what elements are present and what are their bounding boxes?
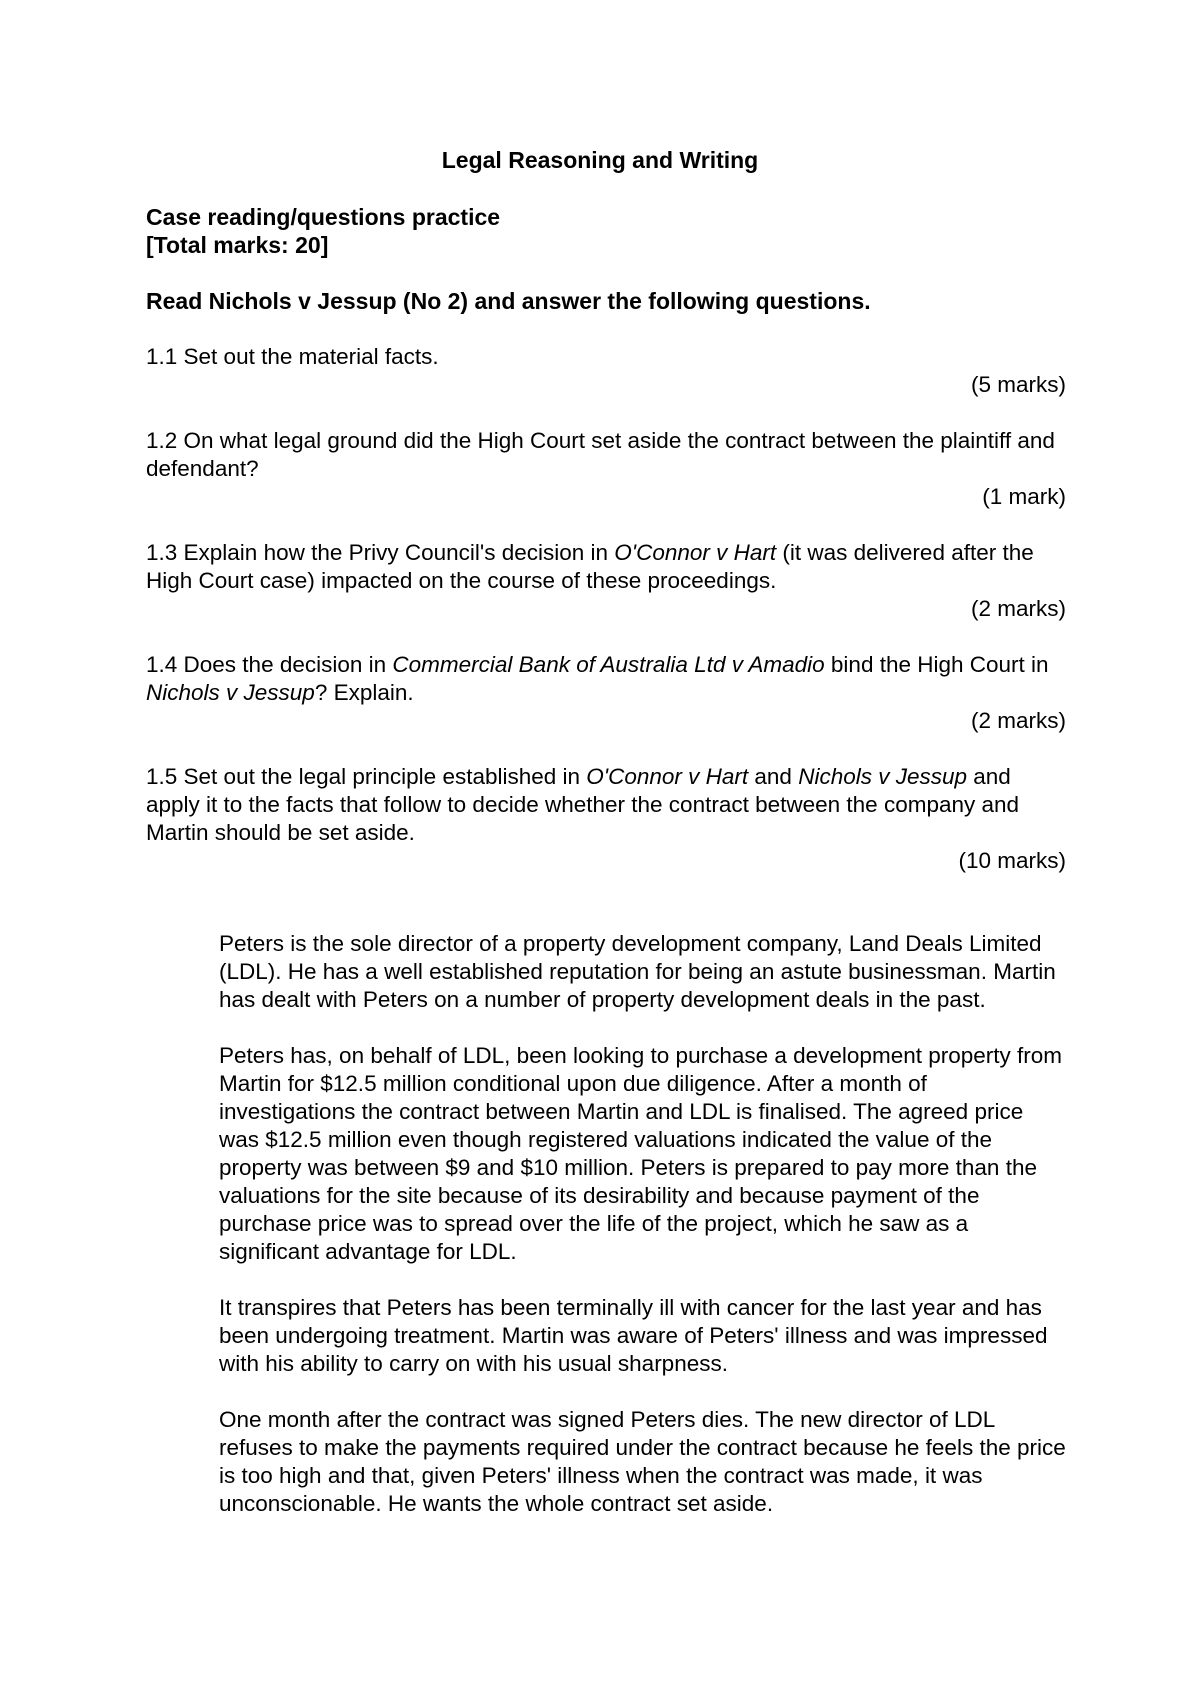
case-name: Nichols v Jessup <box>146 680 315 705</box>
question-1-4 <box>146 651 1066 735</box>
total-marks: [Total marks: 20] <box>146 232 329 258</box>
question-text <box>146 651 1066 707</box>
question-marks: (2 marks) <box>971 596 1066 621</box>
case-name: Nichols v Jessup <box>798 764 968 789</box>
question-text: 1.2 On what legal ground did the High Court set aside the contract between the plaintiff and defendant? <box>146 428 1055 481</box>
question-text <box>146 539 1066 595</box>
question-1-5 <box>146 763 1066 875</box>
question-marks: (2 marks) <box>971 708 1066 733</box>
document-title: Legal Reasoning and Writing <box>441 147 759 173</box>
scenario-block <box>219 930 1069 1546</box>
question-marks: (1 mark) <box>982 484 1066 509</box>
case-name: O'Connor v Hart <box>586 764 749 789</box>
scenario-paragraph: It transpires that Peters has been terminally ill with cancer for the last year and has been undergoing treatment. Martin was aware of Peters' illness and was impressed with his ability to carry on with his usual sharpness. <box>219 1295 1048 1376</box>
question-text-part: ? Explain. <box>314 680 414 705</box>
question-1-3 <box>146 539 1066 623</box>
instruction: Read Nichols v Jessup (No 2) and answer the following questions. <box>146 288 871 314</box>
document-subtitle: Case reading/questions practice <box>146 204 501 230</box>
question-1-1 <box>146 343 1066 399</box>
question-text-part: 1.3 Explain how the Privy Council's decision in <box>146 540 615 565</box>
question-text-part: (it was delivered after the High Court case) impacted on the course of these proceedings. <box>146 540 1034 593</box>
case-name: Commercial Bank of Australia Ltd v Amadio <box>392 652 825 677</box>
question-text-part: and <box>748 764 799 789</box>
question-text: 1.1 Set out the material facts. <box>146 344 439 369</box>
question-text-part: bind the High Court in <box>824 652 1049 677</box>
scenario-paragraph: One month after the contract was signed Peters dies. The new director of LDL refuses to make the payments required under the contract because he feels the price is too high and that, given Peters' illness when the contract was made, it was unconscionable. He wants the whole contract set aside. <box>219 1407 1066 1516</box>
question-text-part: 1.5 Set out the legal principle established in <box>146 764 587 789</box>
question-marks: (10 marks) <box>958 848 1066 873</box>
question-text <box>146 763 1066 847</box>
question-1-2 <box>146 427 1066 511</box>
question-marks: (5 marks) <box>971 372 1066 397</box>
scenario-paragraph: Peters has, on behalf of LDL, been looking to purchase a development property from Martin for $12.5 million conditional upon due diligence. After a month of investigations the contract between Martin and LDL is finalised. The agreed price was $12.5 million even though registered valuations indicated the value of the property was between $9 and $10 million. Peters is prepared to pay more than the valuations for the site because of its desirability and because payment of the purchase price was to spread over the life of the project, which he saw as a significant advantage for LDL. <box>219 1043 1063 1264</box>
case-name: O'Connor v Hart <box>614 540 777 565</box>
scenario-paragraph: Peters is the sole director of a property development company, Land Deals Limited (LDL). He has a well established reputation for being an astute businessman. Martin has dealt with Peters on a number of property development deals in the past. <box>219 931 1056 1012</box>
question-text-part: and apply it to the facts that follow to decide whether the contract between the company and Martin should be set aside. <box>146 764 1020 845</box>
question-text-part: 1.4 Does the decision in <box>146 652 393 677</box>
